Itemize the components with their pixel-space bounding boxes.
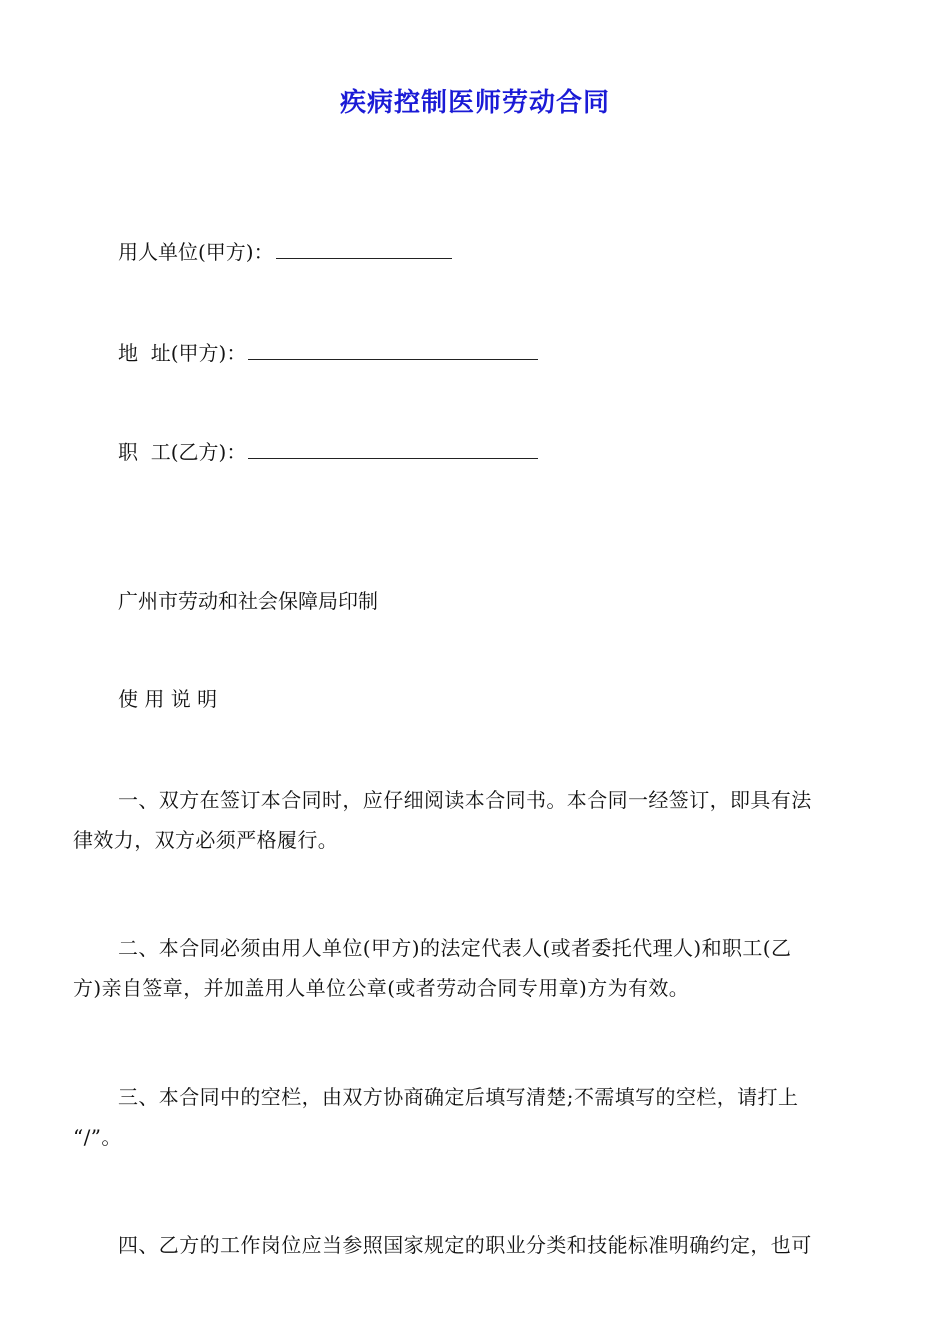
instruction-paragraph-2 — [73, 933, 879, 1003]
employee-label: 职 工(乙方)： — [118, 440, 247, 464]
employer-blank[interactable] — [276, 236, 452, 259]
address-label: 地 址(甲方)： — [118, 341, 247, 365]
paragraph-line: 方)亲自签章，并加盖用人单位公章(或者劳动合同专用章)方为有效。 — [73, 976, 690, 1000]
paragraph-line: 一、双方在签订本合同时，应仔细阅读本合同书。本合同一经签订，即具有法 — [118, 788, 812, 812]
paragraph-line: “/”。 — [73, 1125, 122, 1149]
employer-label: 用人单位(甲方)： — [118, 240, 274, 264]
employee-blank[interactable] — [248, 436, 538, 459]
paragraph-line: 三、本合同中的空栏，由双方协商确定后填写清楚;不需填写的空栏，请打上 — [118, 1085, 799, 1109]
instruction-paragraph-3 — [73, 1082, 879, 1152]
address-blank[interactable] — [248, 337, 538, 360]
instruction-paragraph-1 — [73, 785, 879, 855]
employee-field — [118, 436, 538, 467]
document-title: 疾病控制医师劳动合同 — [339, 88, 610, 118]
address-field — [118, 337, 538, 368]
paragraph-line: 四、乙方的工作岗位应当参照国家规定的职业分类和技能标准明确约定，也可 — [118, 1233, 812, 1257]
employer-field — [118, 236, 452, 267]
instructions-heading: 使 用 说 明 — [118, 687, 218, 711]
instruction-paragraph-4 — [73, 1230, 879, 1260]
issuer-line: 广州市劳动和社会保障局印制 — [118, 589, 378, 613]
paragraph-line: 律效力，双方必须严格履行。 — [73, 828, 339, 852]
paragraph-line: 二、本合同必须由用人单位(甲方)的法定代表人(或者委托代理人)和职工(乙 — [118, 936, 792, 960]
